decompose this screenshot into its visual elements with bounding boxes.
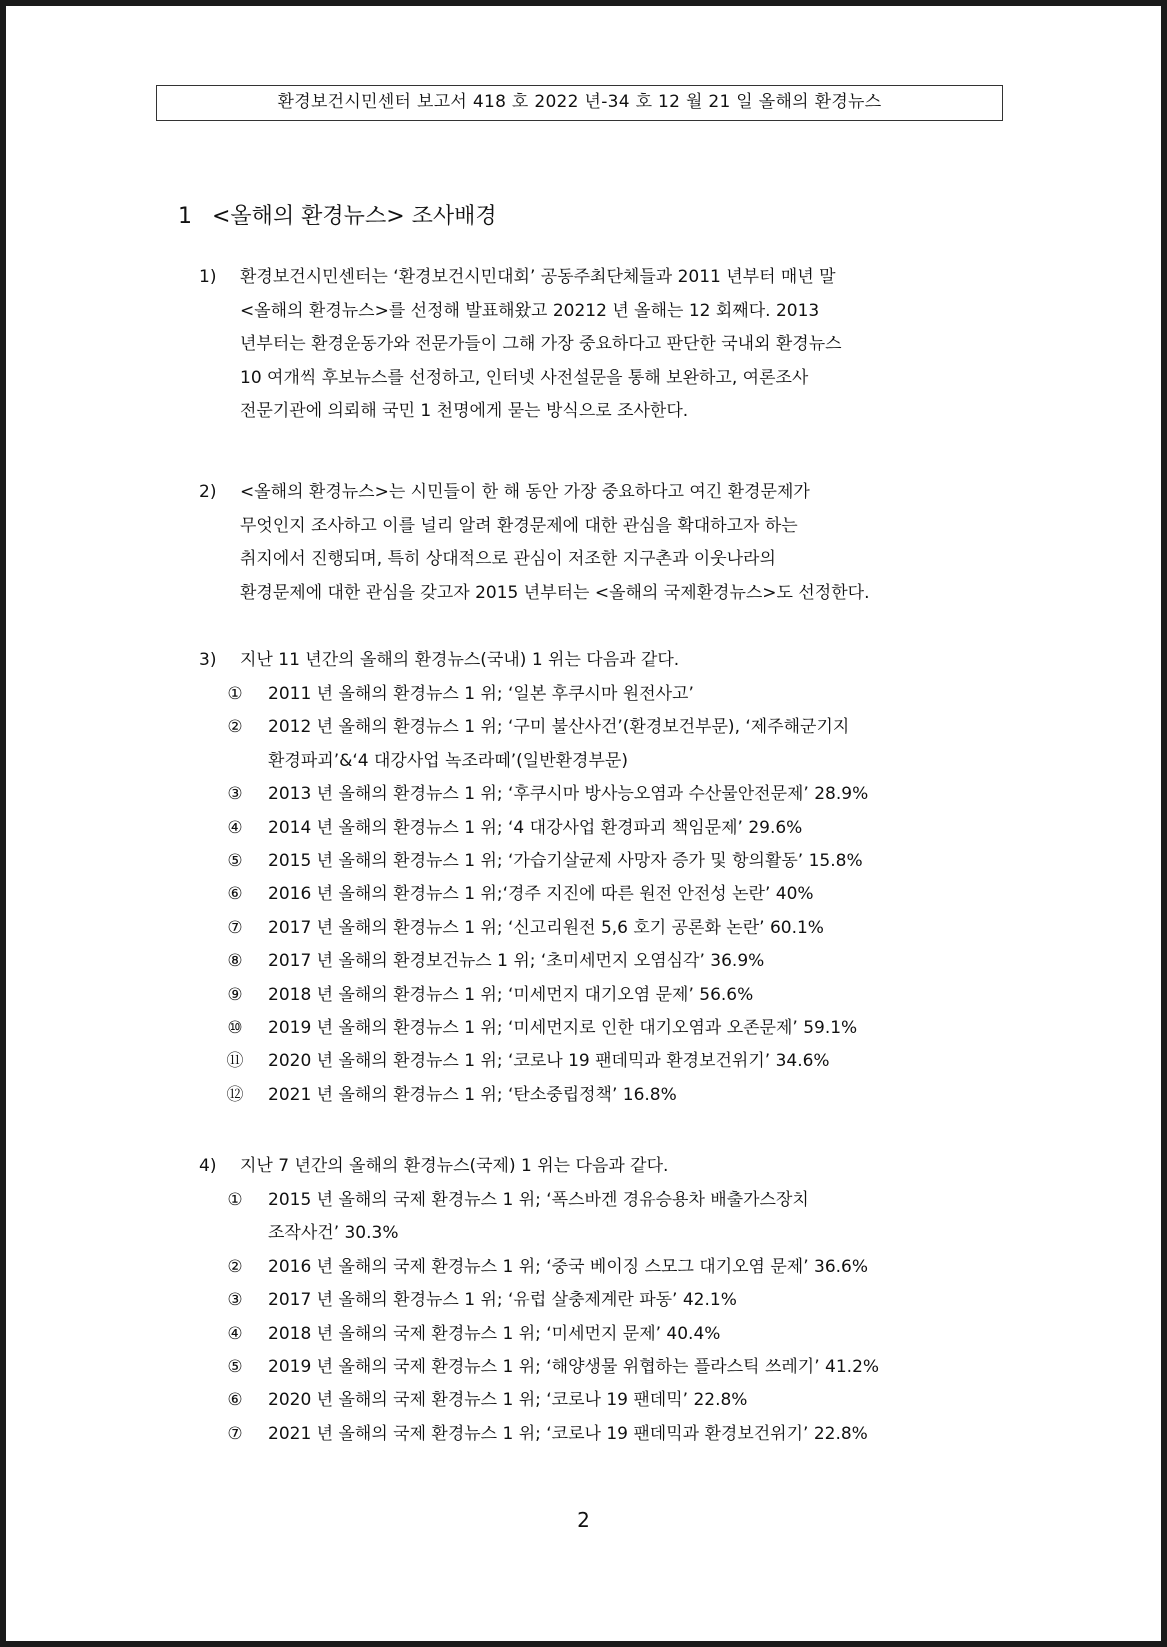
list-item-text: 2018 년 올해의 국제 환경뉴스 1 위; ‘미세먼지 문제’ 40.4% bbox=[268, 1323, 721, 1344]
list-item-text: 환경파괴’&‘4 대강사업 녹조라떼’(일반환경부문) bbox=[268, 750, 628, 771]
paragraph-line: 환경문제에 대한 관심을 갖고자 2015 년부터는 <올해의 국제환경뉴스>도 선정한다. bbox=[240, 582, 870, 603]
list-item-text: 2021 년 올해의 환경뉴스 1 위; ‘탄소중립정책’ 16.8% bbox=[268, 1084, 677, 1105]
list-item-text: 2020 년 올해의 환경뉴스 1 위; ‘코로나 19 팬데믹과 환경보건위기’ 34.6% bbox=[268, 1051, 830, 1072]
list-marker: ① bbox=[227, 684, 243, 704]
paragraph-3 bbox=[199, 644, 1019, 678]
list-marker: ② bbox=[227, 717, 243, 738]
section-number: 1 bbox=[178, 204, 192, 229]
paragraph-line: 지난 11 년간의 올해의 환경뉴스(국내) 1 위는 다음과 같다. bbox=[240, 650, 680, 670]
paragraph-number: 1) bbox=[199, 267, 217, 287]
list-marker: ⑤ bbox=[227, 851, 243, 872]
international-news-list bbox=[224, 1184, 1014, 1451]
list-marker: ⑧ bbox=[227, 951, 243, 972]
list-marker: ⑪ bbox=[226, 1051, 244, 1072]
list-marker: ⑨ bbox=[227, 984, 243, 1005]
section-title bbox=[178, 202, 497, 232]
list-item bbox=[224, 979, 1014, 1012]
list-item bbox=[224, 1045, 1014, 1078]
list-item-text: 2014 년 올해의 환경뉴스 1 위; ‘4 대강사업 환경파괴 책임문제’ 29.6% bbox=[268, 817, 803, 838]
list-marker: ③ bbox=[227, 784, 243, 805]
list-marker: ⑥ bbox=[227, 1390, 243, 1411]
list-marker: ⑫ bbox=[226, 1084, 244, 1105]
paragraph-line: 무엇인지 조사하고 이를 널리 알려 환경문제에 대한 관심을 확대하고자 하는 bbox=[240, 515, 798, 536]
list-marker: ⑦ bbox=[227, 917, 243, 938]
list-item bbox=[224, 1251, 1014, 1284]
list-item bbox=[224, 678, 1014, 711]
list-item-text: 2019 년 올해의 환경뉴스 1 위; ‘미세먼지로 인한 대기오염과 오존문제’ 59.1% bbox=[268, 1018, 858, 1039]
paragraph-line: 지난 7 년간의 올해의 환경뉴스(국제) 1 위는 다음과 같다. bbox=[240, 1156, 669, 1176]
list-item bbox=[224, 1384, 1014, 1417]
list-item bbox=[224, 1012, 1014, 1045]
paragraph-line: 년부터는 환경운동가와 전문가들이 그해 가장 중요하다고 판단한 국내외 환경뉴스 bbox=[240, 334, 842, 355]
list-item bbox=[224, 1079, 1014, 1112]
list-marker: ⑤ bbox=[227, 1357, 243, 1378]
list-marker: ④ bbox=[227, 817, 243, 838]
paragraph-1 bbox=[199, 261, 1019, 429]
list-item bbox=[224, 1351, 1014, 1384]
page-number: 2 bbox=[577, 1508, 590, 1532]
list-marker: ② bbox=[227, 1256, 243, 1277]
paragraph-line: 전문기관에 의뢰해 국민 1 천명에게 묻는 방식으로 조사한다. bbox=[240, 401, 689, 422]
paragraph-number: 4) bbox=[199, 1156, 217, 1176]
paragraph-number: 3) bbox=[199, 650, 217, 670]
list-item-text: 2018 년 올해의 환경뉴스 1 위; ‘미세먼지 대기오염 문제’ 56.6% bbox=[268, 984, 754, 1005]
report-header-text: 환경보건시민센터 보고서 418 호 2022 년-34 호 12 월 21 일 올해의 환경뉴스 bbox=[277, 92, 882, 112]
paragraph-line: <올해의 환경뉴스>를 선정해 발표해왔고 20212 년 올해는 12 회째다. 2013 bbox=[240, 300, 820, 321]
list-item-text: 2021 년 올해의 국제 환경뉴스 1 위; ‘코로나 19 팬데믹과 환경보건위기’ 22.8% bbox=[268, 1423, 868, 1444]
list-item-text: 2012 년 올해의 환경뉴스 1 위; ‘구미 불산사건’(환경보건부문), ‘제주해군기지 bbox=[268, 717, 850, 738]
list-item-text: 2017 년 올해의 환경뉴스 1 위; ‘유럽 살충제계란 파동’ 42.1% bbox=[268, 1290, 737, 1311]
list-item bbox=[224, 1184, 1014, 1251]
paragraph-line: 10 여개씩 후보뉴스를 선정하고, 인터넷 사전설문을 통해 보완하고, 여론조사 bbox=[240, 367, 809, 388]
list-item bbox=[224, 1418, 1014, 1451]
list-marker: ③ bbox=[227, 1290, 243, 1311]
report-header bbox=[156, 85, 1003, 121]
paragraph-2 bbox=[199, 476, 1019, 610]
list-item-text: 2019 년 올해의 국제 환경뉴스 1 위; ‘해양생물 위협하는 플라스틱 쓰레기’ 41.2% bbox=[268, 1357, 880, 1378]
document-page bbox=[6, 6, 1161, 1641]
list-item-text: 2015 년 올해의 국제 환경뉴스 1 위; ‘폭스바겐 경유승용차 배출가스장치 bbox=[268, 1190, 809, 1210]
list-item-text: 2011 년 올해의 환경뉴스 1 위; ‘일본 후쿠시마 원전사고’ bbox=[268, 684, 694, 704]
list-item-text: 조작사건’ 30.3% bbox=[268, 1223, 399, 1244]
list-item bbox=[224, 711, 1014, 778]
list-item-text: 2017 년 올해의 환경보건뉴스 1 위; ‘초미세먼지 오염심각’ 36.9% bbox=[268, 951, 765, 972]
list-item bbox=[224, 1284, 1014, 1317]
list-item-text: 2013 년 올해의 환경뉴스 1 위; ‘후쿠시마 방사능오염과 수산물안전문제’ 28.9% bbox=[268, 784, 869, 805]
list-item-text: 2015 년 올해의 환경뉴스 1 위; ‘가습기살균제 사망자 증가 및 항의활동’ 15.8% bbox=[268, 851, 863, 872]
paragraph-4 bbox=[199, 1150, 1019, 1184]
paragraph-line: 환경보건시민센터는 ‘환경보건시민대회’ 공동주최단체들과 2011 년부터 매년 말 bbox=[240, 267, 836, 287]
list-item-text: 2016 년 올해의 환경뉴스 1 위;‘경주 지진에 따른 원전 안전성 논란’ 40% bbox=[268, 884, 814, 905]
domestic-news-list bbox=[224, 678, 1014, 1112]
list-item bbox=[224, 945, 1014, 978]
list-item bbox=[224, 912, 1014, 945]
section-title-text: <올해의 환경뉴스> 조사배경 bbox=[212, 204, 497, 229]
paragraph-line: 취지에서 진행되며, 특히 상대적으로 관심이 저조한 지구촌과 이웃나라의 bbox=[240, 549, 776, 570]
list-marker: ① bbox=[227, 1190, 243, 1210]
list-item-text: 2017 년 올해의 환경뉴스 1 위; ‘신고리원전 5,6 호기 공론화 논란’ 60.1% bbox=[268, 917, 824, 938]
list-item bbox=[224, 845, 1014, 878]
list-item-text: 2016 년 올해의 국제 환경뉴스 1 위; ‘중국 베이징 스모그 대기오염 문제’ 36.6% bbox=[268, 1256, 869, 1277]
list-marker: ④ bbox=[227, 1323, 243, 1344]
list-item bbox=[224, 812, 1014, 845]
list-marker: ⑥ bbox=[227, 884, 243, 905]
list-marker: ⑩ bbox=[227, 1018, 243, 1039]
list-item bbox=[224, 778, 1014, 811]
list-marker: ⑦ bbox=[227, 1423, 243, 1444]
list-item-text: 2020 년 올해의 국제 환경뉴스 1 위; ‘코로나 19 팬데믹’ 22.8% bbox=[268, 1390, 748, 1411]
list-item bbox=[224, 878, 1014, 911]
list-item bbox=[224, 1318, 1014, 1351]
paragraph-line: <올해의 환경뉴스>는 시민들이 한 해 동안 가장 중요하다고 여긴 환경문제가 bbox=[240, 482, 810, 502]
paragraph-number: 2) bbox=[199, 482, 217, 502]
